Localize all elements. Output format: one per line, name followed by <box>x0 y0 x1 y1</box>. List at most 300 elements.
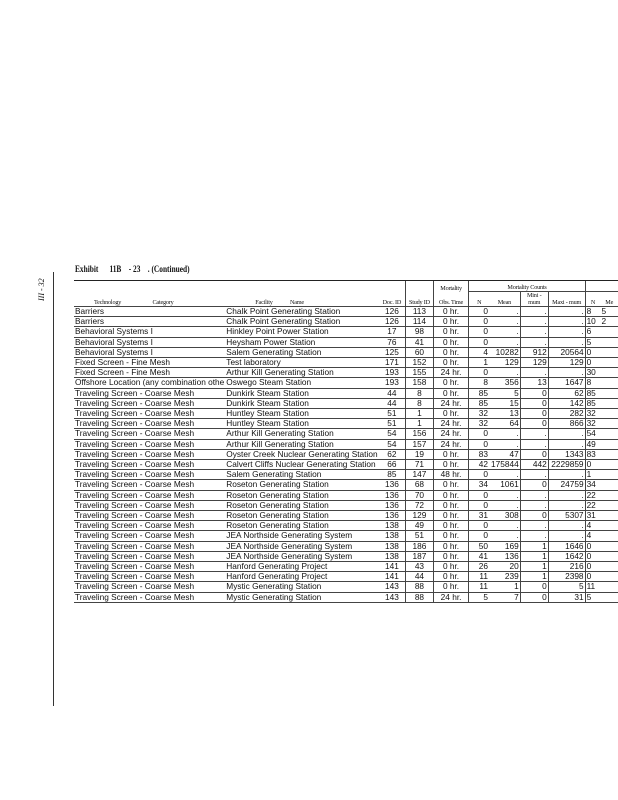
table-cell-mean2 <box>600 572 618 582</box>
table-cell-study-id: 187 <box>406 551 433 561</box>
table-cell-doc-id: 143 <box>379 592 406 602</box>
table-cell-minimum: 0 <box>520 388 548 398</box>
table-row <box>74 490 618 500</box>
table-cell-obs-time: 0 hr. <box>433 388 469 398</box>
table-cell-n: 32 <box>469 409 489 419</box>
table-row <box>74 541 618 551</box>
table-cell-maximum: 1642 <box>548 551 585 561</box>
table-row <box>74 582 618 592</box>
table-cell-doc-id: 171 <box>379 358 406 368</box>
table-cell-mean2 <box>600 490 618 500</box>
margin-rule <box>53 272 54 706</box>
table-cell-technology: Behavioral Systems I <box>74 337 225 347</box>
table-row <box>74 572 618 582</box>
table-cell-study-id: 113 <box>406 307 433 317</box>
table-cell-n2: 0 <box>585 572 600 582</box>
table-cell-facility: Hinkley Point Power Station <box>225 327 378 337</box>
table-cell-n2: 32 <box>585 409 600 419</box>
table-cell-minimum: 442 <box>520 460 548 470</box>
table-cell-mean: 239 <box>489 572 520 582</box>
table-cell-mean: 356 <box>489 378 520 388</box>
table-cell-minimum: . <box>520 490 548 500</box>
table-cell-n2: 11 <box>585 582 600 592</box>
table-row <box>74 449 618 459</box>
table-cell-facility: JEA Northside Generating System <box>225 551 378 561</box>
table-row <box>74 460 618 470</box>
table-cell-mean: 308 <box>489 511 520 521</box>
table-cell-obs-time: 0 hr. <box>433 551 469 561</box>
table-cell-maximum: 142 <box>548 398 585 408</box>
table-cell-maximum: . <box>548 327 585 337</box>
table-cell-study-id: 8 <box>406 388 433 398</box>
table-cell-mean: 1 <box>489 582 520 592</box>
table-cell-study-id: 156 <box>406 429 433 439</box>
header-group-mortality: Mortality <box>433 281 469 292</box>
table-row <box>74 388 618 398</box>
table-cell-study-id: 72 <box>406 500 433 510</box>
table-row <box>74 307 618 317</box>
table-cell-maximum: . <box>548 307 585 317</box>
table-cell-maximum: . <box>548 490 585 500</box>
table-cell-facility: Heysham Power Station <box>225 337 378 347</box>
table-cell-technology: Fixed Screen - Fine Mesh <box>74 368 225 378</box>
table-cell-n2: 4 <box>585 521 600 531</box>
header-group-row <box>74 281 618 292</box>
table-cell-n2: 85 <box>585 388 600 398</box>
table-cell-technology: Traveling Screen - Coarse Mesh <box>74 500 225 510</box>
table-cell-obs-time: 24 hr. <box>433 398 469 408</box>
table-cell-mean2 <box>600 460 618 470</box>
table-cell-technology: Traveling Screen - Coarse Mesh <box>74 460 225 470</box>
table-cell-maximum: 866 <box>548 419 585 429</box>
table-cell-doc-id: 143 <box>379 582 406 592</box>
table-cell-technology: Traveling Screen - Coarse Mesh <box>74 572 225 582</box>
table-cell-facility: Chalk Point Generating Station <box>225 307 378 317</box>
table-cell-n2: 5 <box>585 592 600 602</box>
table-cell-study-id: 51 <box>406 531 433 541</box>
table-cell-n: 34 <box>469 480 489 490</box>
table-cell-n2: 34 <box>585 480 600 490</box>
table-cell-study-id: 41 <box>406 337 433 347</box>
table-cell-n2: 8 <box>585 307 600 317</box>
header-obs-time: Obs. Time <box>433 292 469 307</box>
header-n2: N <box>585 292 600 307</box>
table-cell-n2: 1 <box>585 470 600 480</box>
table-cell-study-id: 1 <box>406 419 433 429</box>
table-cell-maximum: 2398 <box>548 572 585 582</box>
table-cell-minimum: 0 <box>520 582 548 592</box>
table-cell-n: 31 <box>469 511 489 521</box>
table-cell-minimum: 912 <box>520 347 548 357</box>
table-cell-doc-id: 136 <box>379 490 406 500</box>
header-technology: Technology Category <box>74 292 225 307</box>
table-cell-n: 0 <box>469 521 489 531</box>
table-cell-mean: 7 <box>489 592 520 602</box>
header-maximum: Maxi - mum <box>548 292 585 307</box>
table-row <box>74 347 618 357</box>
table-cell-mean: . <box>489 500 520 510</box>
table-cell-study-id: 49 <box>406 521 433 531</box>
table-cell-n2: 0 <box>585 562 600 572</box>
table-cell-minimum: 0 <box>520 419 548 429</box>
table-cell-obs-time: 0 hr. <box>433 337 469 347</box>
table-cell-obs-time: 0 hr. <box>433 572 469 582</box>
table-cell-doc-id: 138 <box>379 521 406 531</box>
table-cell-study-id: 1 <box>406 409 433 419</box>
table-cell-n: 26 <box>469 562 489 572</box>
table-cell-n2: 22 <box>585 490 600 500</box>
table-cell-facility: Test laboratory <box>225 358 378 368</box>
table-cell-obs-time: 24 hr. <box>433 439 469 449</box>
table-cell-maximum: 62 <box>548 388 585 398</box>
table-cell-mean2 <box>600 388 618 398</box>
table-cell-minimum: . <box>520 368 548 378</box>
table-cell-minimum: . <box>520 327 548 337</box>
table-cell-n: 0 <box>469 337 489 347</box>
table-cell-mean2 <box>600 551 618 561</box>
table-cell-doc-id: 136 <box>379 480 406 490</box>
table-cell-mean2 <box>600 582 618 592</box>
table-cell-mean2 <box>600 337 618 347</box>
table-cell-maximum: . <box>548 317 585 327</box>
table-cell-facility: Mystic Generating Station <box>225 592 378 602</box>
table-cell-maximum: 216 <box>548 562 585 572</box>
table-cell-mean: 10282 <box>489 347 520 357</box>
table-cell-mean2 <box>600 368 618 378</box>
table-cell-technology: Traveling Screen - Coarse Mesh <box>74 531 225 541</box>
table-cell-obs-time: 0 hr. <box>433 327 469 337</box>
table-cell-doc-id: 51 <box>379 409 406 419</box>
table-cell-facility: Roseton Generating Station <box>225 490 378 500</box>
table-row <box>74 562 618 572</box>
table-cell-minimum: 13 <box>520 378 548 388</box>
table-cell-facility: Oswego Steam Station <box>225 378 378 388</box>
table-row <box>74 470 618 480</box>
table-cell-technology: Traveling Screen - Coarse Mesh <box>74 419 225 429</box>
table-row <box>74 531 618 541</box>
table-cell-mean: . <box>489 317 520 327</box>
table-cell-obs-time: 24 hr. <box>433 592 469 602</box>
table-cell-minimum: 129 <box>520 358 548 368</box>
table-cell-maximum: 1646 <box>548 541 585 551</box>
table-cell-n2: 54 <box>585 429 600 439</box>
table-cell-maximum: . <box>548 337 585 347</box>
table-cell-n2: 10 <box>585 317 600 327</box>
table-cell-technology: Traveling Screen - Coarse Mesh <box>74 398 225 408</box>
table-cell-mean2 <box>600 470 618 480</box>
table-cell-obs-time: 0 hr. <box>433 521 469 531</box>
table-cell-minimum: . <box>520 337 548 347</box>
table-cell-doc-id: 193 <box>379 368 406 378</box>
table-cell-study-id: 88 <box>406 592 433 602</box>
table-cell-mean: . <box>489 307 520 317</box>
table-cell-mean: . <box>489 439 520 449</box>
table-cell-obs-time: 24 hr. <box>433 429 469 439</box>
table-cell-mean2 <box>600 327 618 337</box>
table-cell-mean2 <box>600 439 618 449</box>
table-cell-maximum: . <box>548 500 585 510</box>
table-cell-mean2 <box>600 419 618 429</box>
table-cell-study-id: 98 <box>406 327 433 337</box>
exhibit-title: Exhibit 11B - 23 . (Continued) <box>75 264 190 274</box>
table-cell-n: 0 <box>469 490 489 500</box>
table-cell-obs-time: 0 hr. <box>433 358 469 368</box>
table-cell-minimum: 1 <box>520 551 548 561</box>
table-cell-n: 0 <box>469 470 489 480</box>
table-cell-maximum: 1343 <box>548 449 585 459</box>
table-cell-mean: 20 <box>489 562 520 572</box>
table-cell-study-id: 158 <box>406 378 433 388</box>
table-cell-doc-id: 17 <box>379 327 406 337</box>
table-cell-doc-id: 76 <box>379 337 406 347</box>
table-cell-mean: 136 <box>489 551 520 561</box>
table-cell-obs-time: 0 hr. <box>433 511 469 521</box>
table-cell-obs-time: 0 hr. <box>433 562 469 572</box>
table-cell-n: 0 <box>469 429 489 439</box>
table-cell-n: 0 <box>469 307 489 317</box>
table-row <box>74 500 618 510</box>
table-cell-technology: Offshore Location (any combination othe <box>75 377 225 388</box>
table-cell-minimum: 1 <box>520 572 548 582</box>
table-cell-n: 0 <box>469 500 489 510</box>
table-cell-study-id: 19 <box>406 449 433 459</box>
table-cell-facility: JEA Northside Generating System <box>225 531 378 541</box>
table-cell-maximum: 20564 <box>548 347 585 357</box>
table-cell-mean2 <box>600 480 618 490</box>
table-cell-minimum: . <box>520 429 548 439</box>
table-cell-obs-time: 0 hr. <box>433 582 469 592</box>
table-cell-minimum: . <box>520 439 548 449</box>
table-cell-n2: 6 <box>585 327 600 337</box>
table-row <box>74 511 618 521</box>
table-cell-mean2 <box>600 521 618 531</box>
table-cell-n2: 31 <box>585 511 600 521</box>
table-row <box>74 368 618 378</box>
table-cell-technology: Behavioral Systems I <box>74 327 225 337</box>
table-cell-technology: Traveling Screen - Coarse Mesh <box>74 388 225 398</box>
table-cell-mean2 <box>600 409 618 419</box>
table-cell-technology: Traveling Screen - Coarse Mesh <box>74 582 225 592</box>
table-cell-minimum: 0 <box>520 592 548 602</box>
table-cell-minimum: 0 <box>520 480 548 490</box>
table-cell-obs-time: 0 hr. <box>433 307 469 317</box>
table-cell-n2: 83 <box>585 449 600 459</box>
table-cell-n2: 49 <box>585 439 600 449</box>
table-cell-mean: 64 <box>489 419 520 429</box>
table-cell-mean: 5 <box>489 388 520 398</box>
table-cell-obs-time: 0 hr. <box>433 480 469 490</box>
table-cell-study-id: 88 <box>406 582 433 592</box>
table-cell-n: 41 <box>469 551 489 561</box>
table-cell-study-id: 186 <box>406 541 433 551</box>
table-cell-n: 32 <box>469 419 489 429</box>
table-cell-maximum: 24759 <box>548 480 585 490</box>
table-cell-facility: Arthur Kill Generating Station <box>225 368 378 378</box>
table-cell-doc-id: 126 <box>379 307 406 317</box>
table-cell-minimum: 0 <box>520 449 548 459</box>
table-cell-doc-id: 193 <box>379 378 406 388</box>
table-cell-mean: . <box>489 327 520 337</box>
table-cell-n2: 0 <box>585 551 600 561</box>
table-cell-mean2 <box>600 592 618 602</box>
table-cell-facility: Salem Generating Station <box>225 470 378 480</box>
table-cell-study-id: 152 <box>406 358 433 368</box>
table-cell-obs-time: 0 hr. <box>433 347 469 357</box>
table-cell-maximum: 5307 <box>548 511 585 521</box>
table-cell-technology: Traveling Screen - Coarse Mesh <box>74 449 225 459</box>
table-cell-minimum: . <box>520 521 548 531</box>
header-group-counts: Mortality Counts <box>469 281 585 292</box>
table-cell-technology: Traveling Screen - Coarse Mesh <box>74 511 225 521</box>
header-category: Category <box>152 299 174 306</box>
table-cell-n: 85 <box>469 388 489 398</box>
table-cell-maximum: . <box>548 470 585 480</box>
table-cell-minimum: 0 <box>520 511 548 521</box>
table-cell-n: 0 <box>469 439 489 449</box>
table-row <box>74 521 618 531</box>
table-cell-n: 11 <box>469 582 489 592</box>
table-cell-doc-id: 54 <box>379 439 406 449</box>
table-cell-mean: 47 <box>489 449 520 459</box>
table-cell-technology: Traveling Screen - Coarse Mesh <box>74 490 225 500</box>
table-cell-technology: Traveling Screen - Coarse Mesh <box>74 562 225 572</box>
table-cell-minimum: 1 <box>520 562 548 572</box>
table-cell-doc-id: 141 <box>379 562 406 572</box>
table-row <box>74 429 618 439</box>
table-cell-facility: Mystic Generating Station <box>225 582 378 592</box>
header-minimum: Mini - mum <box>520 292 548 307</box>
table-cell-doc-id: 66 <box>379 460 406 470</box>
table-cell-facility: Calvert Cliffs Nuclear Generating Station <box>225 460 378 470</box>
table-cell-n2: 0 <box>585 358 600 368</box>
table-cell-maximum: 282 <box>548 409 585 419</box>
table-cell-n2: 32 <box>585 419 600 429</box>
table-cell-mean2 <box>600 511 618 521</box>
table-cell-n: 11 <box>469 572 489 582</box>
table-cell-minimum: . <box>520 500 548 510</box>
table-cell-n2: 0 <box>585 460 600 470</box>
table-cell-facility: Hanford Generating Project <box>225 572 378 582</box>
table-row <box>74 327 618 337</box>
table-cell-mean2: 5 <box>600 307 618 317</box>
table-cell-doc-id: 138 <box>379 551 406 561</box>
table-cell-mean2: 2 <box>600 317 618 327</box>
table-cell-facility: Arthur Kill Generating Station <box>225 439 378 449</box>
table-row <box>74 480 618 490</box>
table-cell-technology: Traveling Screen - Coarse Mesh <box>74 551 225 561</box>
table-cell-n: 83 <box>469 449 489 459</box>
table-cell-doc-id: 138 <box>379 531 406 541</box>
table-cell-mean2 <box>600 429 618 439</box>
table-cell-facility: JEA Northside Generating System <box>225 541 378 551</box>
header-mean2: Me <box>600 292 618 307</box>
table-cell-facility: Oyster Creek Nuclear Generating Station <box>226 449 378 459</box>
data-table <box>74 281 618 603</box>
table-row <box>74 419 618 429</box>
table-cell-mean: 175844 <box>489 460 520 470</box>
table-cell-study-id: 44 <box>406 572 433 582</box>
header-facility-name: Facility Name <box>225 292 378 307</box>
table-cell-technology: Barriers <box>74 307 225 317</box>
table-cell-mean: . <box>489 337 520 347</box>
table-cell-study-id: 114 <box>406 317 433 327</box>
table-row <box>74 398 618 408</box>
table-cell-mean: . <box>489 470 520 480</box>
table-cell-minimum: . <box>520 317 548 327</box>
table-cell-mean: . <box>489 531 520 541</box>
table-cell-facility: Arthur Kill Generating Station <box>225 429 378 439</box>
table-cell-facility: Chalk Point Generating Station <box>225 317 378 327</box>
table-row <box>74 358 618 368</box>
table-cell-mean: 15 <box>489 398 520 408</box>
header-n: N <box>469 292 489 307</box>
table-cell-n2: 0 <box>585 347 600 357</box>
table-cell-facility: Roseton Generating Station <box>225 480 378 490</box>
table-cell-minimum: 1 <box>520 541 548 551</box>
table-cell-obs-time: 0 hr. <box>433 378 469 388</box>
table-cell-mean: . <box>489 368 520 378</box>
table-cell-doc-id: 44 <box>379 398 406 408</box>
table-cell-n2: 5 <box>585 337 600 347</box>
table-cell-obs-time: 24 hr. <box>433 368 469 378</box>
table-cell-minimum: 0 <box>520 409 548 419</box>
table-cell-facility: Roseton Generating Station <box>225 511 378 521</box>
header-doc-id: Doc. ID <box>379 292 406 307</box>
table-cell-n: 0 <box>469 327 489 337</box>
table-cell-doc-id: 44 <box>379 388 406 398</box>
table-cell-facility: Huntley Steam Station <box>225 409 378 419</box>
table-cell-minimum: . <box>520 470 548 480</box>
table-cell-obs-time: 0 hr. <box>433 500 469 510</box>
table-row <box>74 317 618 327</box>
header-name: Name <box>289 299 304 306</box>
table-cell-n: 42 <box>469 460 489 470</box>
table-cell-doc-id: 141 <box>379 572 406 582</box>
table-cell-maximum: 2229859 <box>548 460 585 470</box>
table-cell-technology: Fixed Screen - Fine Mesh <box>74 358 225 368</box>
table-cell-obs-time: 0 hr. <box>433 317 469 327</box>
table-cell-maximum: . <box>548 521 585 531</box>
table-cell-doc-id: 125 <box>379 347 406 357</box>
table-cell-mean: 1061 <box>489 480 520 490</box>
table-cell-n2: 8 <box>585 378 600 388</box>
table-cell-study-id: 8 <box>406 398 433 408</box>
table-cell-mean: . <box>489 490 520 500</box>
table-cell-facility: Roseton Generating Station <box>225 521 378 531</box>
table-cell-n: 0 <box>469 317 489 327</box>
table-cell-facility: Hanford Generating Project <box>225 562 378 572</box>
table-cell-technology: Barriers <box>74 317 225 327</box>
table-cell-doc-id: 85 <box>379 470 406 480</box>
table-cell-facility: Dunkirk Steam Station <box>225 398 378 408</box>
table-cell-study-id: 147 <box>406 470 433 480</box>
table-cell-study-id: 43 <box>406 562 433 572</box>
table-cell-obs-time: 0 hr. <box>433 409 469 419</box>
header-row <box>74 292 618 307</box>
table-row <box>74 551 618 561</box>
table-cell-n: 85 <box>469 398 489 408</box>
table-cell-n: 1 <box>469 358 489 368</box>
table-cell-technology: Traveling Screen - Coarse Mesh <box>74 541 225 551</box>
table-cell-study-id: 68 <box>406 480 433 490</box>
table-cell-minimum: . <box>520 307 548 317</box>
table-cell-obs-time: 48 hr. <box>433 470 469 480</box>
table-cell-mean2 <box>600 347 618 357</box>
table-cell-mean2 <box>600 398 618 408</box>
table-cell-technology: Traveling Screen - Coarse Mesh <box>74 521 225 531</box>
table-cell-technology: Traveling Screen - Coarse Mesh <box>74 409 225 419</box>
table-row <box>74 378 618 388</box>
